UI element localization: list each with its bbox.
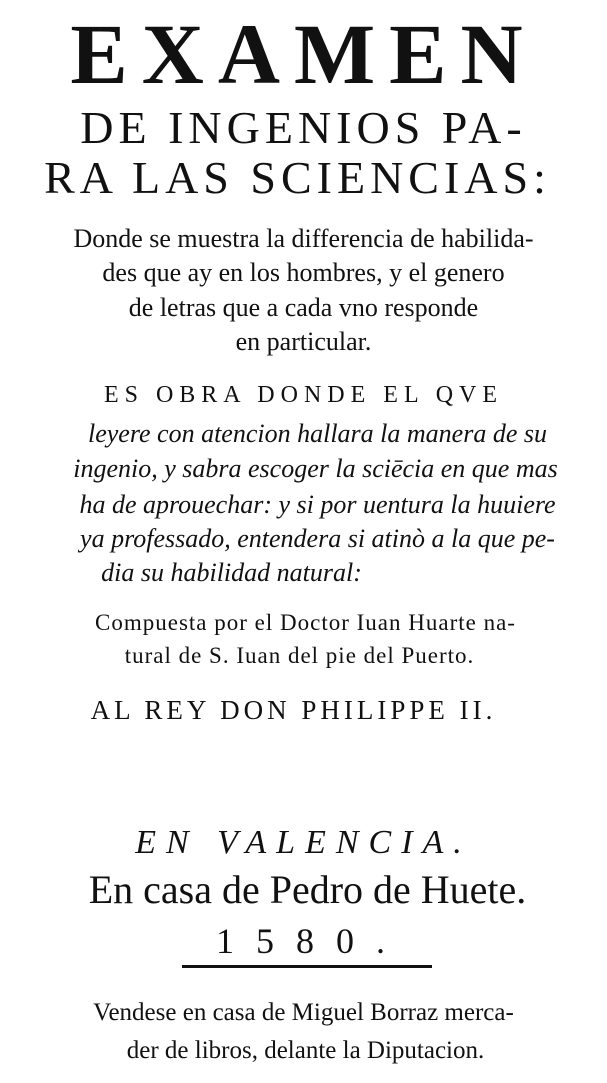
work-note-line-5: dia su habilidad natural: [101,558,362,587]
sale-line-2: der de libros, delante la Diputacion. [126,1037,485,1064]
book-title: EXAMEN [70,6,537,102]
title-line-2: DE INGENIOS PA- [80,102,527,153]
dedication: AL REY DON PHILIPPE II. [90,695,497,725]
work-note-line-1: leyere con atencion hallara la manera de su [88,419,547,448]
author-line-1: Compuesta por el Doctor Iuan Huarte na- [95,610,516,635]
work-note-line-3: ha de aprouechar: y si por uentura la huuiere [79,490,556,519]
title-line-3: RA LAS SCIENCIAS: [44,152,551,203]
author-line-2: tural de S. Iuan del pie del Puerto. [124,643,475,668]
imprint-year: 1580. [216,921,407,961]
work-note-line-4: ya professado, entendera si atinò a la que pe- [80,524,555,553]
description-line-3: de letras que a cada vno responde [128,293,479,322]
imprint-city: EN VALENCIA. [135,824,472,861]
work-note-line-2: ingenio, y sabra escoger la sciēcia en que mas [73,454,558,483]
horizontal-rule [182,965,432,968]
sale-line-1: Vendese en casa de Miguel Borraz merca- [93,999,514,1026]
description-line-4: en particular. [235,327,372,356]
imprint-printer: En casa de Pedro de Huete. [88,867,527,912]
description-line-2: des que ay en los hombres, y el genero [102,258,505,287]
work-note-heading: ES OBRA DONDE EL QVE [103,382,504,408]
description-line-1: Donde se muestra la differencia de habilida- [73,224,534,253]
